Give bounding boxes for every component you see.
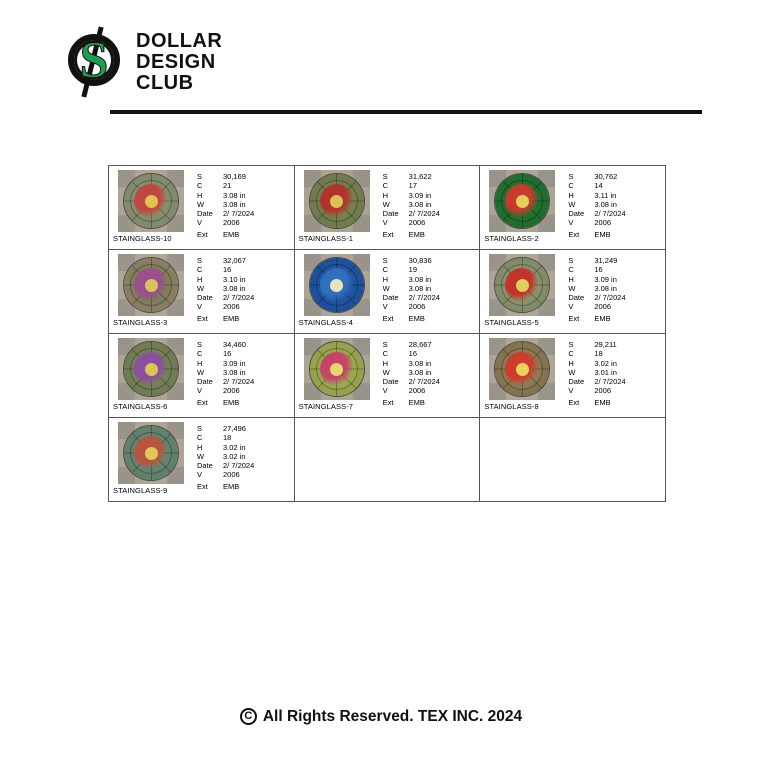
spec-key-width: W (382, 199, 390, 209)
spec-key-date: Date (568, 209, 585, 219)
spec-value-stitches: 28,667 (408, 340, 432, 349)
spec-row-stitches (568, 256, 665, 265)
spec-value-extension: EMB (223, 481, 240, 491)
spec-key-extension: Ext (197, 313, 208, 323)
header-divider (110, 110, 702, 114)
spec-value-width: 3.02 in (223, 451, 246, 461)
spec-value-colors: 16 (594, 265, 603, 275)
spec-value-width: 3.08 in (594, 199, 617, 209)
spec-row-colors (383, 181, 480, 190)
spec-key-height: H (568, 190, 574, 200)
spec-key-width: W (197, 451, 205, 461)
spec-value-width: 3.08 in (223, 367, 246, 377)
stained-glass-medallion (123, 341, 179, 397)
design-name-label: STAINGLASS-1 (298, 234, 354, 243)
spec-row-height (197, 191, 294, 200)
catalog-cell[interactable] (109, 166, 295, 250)
spec-value-width: 3.01 in (594, 367, 617, 377)
spec-key-version: V (197, 218, 203, 228)
design-thumbnail[interactable] (489, 254, 555, 316)
design-thumbnail-column (111, 252, 193, 333)
design-thumbnail-column (482, 252, 564, 333)
copyright-icon: C (240, 708, 257, 725)
spec-row-version (383, 302, 480, 311)
spec-row-extension (383, 398, 480, 407)
catalog-row (109, 418, 666, 502)
spec-key-stitches: S (197, 256, 203, 265)
spec-key-date: Date (568, 377, 585, 387)
spec-row-date (568, 293, 665, 302)
spec-key-height: H (568, 358, 574, 368)
spec-row-stitches (383, 340, 480, 349)
spec-value-width: 3.08 in (223, 199, 246, 209)
design-thumbnail[interactable] (489, 170, 555, 232)
spec-key-version: V (382, 218, 388, 228)
design-name-label: STAINGLASS-3 (113, 318, 168, 327)
spec-row-height (383, 359, 480, 368)
design-spec-list (193, 252, 294, 333)
spec-key-date: Date (197, 293, 213, 303)
spec-row-extension (568, 398, 665, 407)
spec-key-colors: C (568, 349, 574, 359)
spec-row-width (197, 200, 294, 209)
catalog-cell[interactable] (295, 250, 481, 334)
design-thumbnail-column (111, 168, 193, 249)
design-spec-list (193, 420, 294, 501)
spec-value-colors: 14 (594, 181, 603, 191)
brand-logo (62, 28, 702, 94)
spec-value-stitches: 30,762 (594, 172, 618, 181)
spec-key-stitches: S (197, 172, 203, 181)
spec-value-colors: 16 (408, 349, 418, 359)
spec-value-date: 2/ 7/2024 (223, 461, 255, 471)
spec-row-extension (383, 314, 480, 323)
design-spec-list (564, 336, 665, 417)
spec-value-date: 2/ 7/2024 (223, 209, 255, 219)
dollar-sign-logo-icon (62, 28, 126, 94)
spec-row-height (197, 359, 294, 368)
catalog-cell[interactable] (480, 334, 666, 418)
design-thumbnail-column (111, 336, 193, 417)
spec-value-width: 3.08 in (408, 367, 432, 377)
spec-key-date: Date (382, 293, 399, 303)
design-spec-list (193, 336, 294, 417)
spec-value-version: 2006 (594, 218, 612, 228)
spec-key-version: V (382, 386, 388, 396)
spec-value-height: 3.02 in (594, 358, 617, 368)
stained-glass-medallion (494, 257, 550, 313)
spec-key-colors: C (197, 433, 203, 443)
design-thumbnail-column (297, 252, 379, 333)
spec-value-width: 3.08 in (408, 283, 432, 293)
spec-value-width: 3.08 in (408, 199, 432, 209)
spec-value-colors: 18 (594, 349, 603, 359)
spec-value-version: 2006 (223, 470, 240, 480)
spec-row-width (197, 368, 294, 377)
spec-key-colors: C (197, 265, 203, 275)
spec-row-height (568, 191, 665, 200)
design-thumbnail[interactable] (304, 338, 370, 400)
spec-value-height: 3.02 in (223, 442, 246, 452)
spec-value-height: 3.09 in (408, 190, 432, 200)
catalog-cell[interactable] (480, 250, 666, 334)
catalog-cell[interactable] (109, 418, 295, 502)
spec-row-version (383, 218, 480, 227)
stained-glass-medallion (309, 257, 365, 313)
spec-row-colors (197, 433, 294, 442)
spec-row-date (383, 209, 480, 218)
spec-value-width: 3.08 in (594, 283, 617, 293)
brand-line-1: DOLLAR (136, 29, 223, 52)
design-thumbnail-column (482, 336, 564, 417)
spec-key-date: Date (568, 293, 585, 303)
design-thumbnail[interactable] (304, 254, 370, 316)
spec-row-extension (197, 230, 294, 239)
design-spec-list (379, 168, 480, 249)
spec-key-version: V (197, 302, 203, 312)
spec-value-extension: EMB (594, 397, 611, 407)
spec-key-stitches: S (568, 340, 574, 349)
catalog-cell[interactable] (109, 334, 295, 418)
design-thumbnail-column (297, 168, 379, 249)
spec-key-colors: C (197, 181, 203, 191)
spec-key-stitches: S (382, 340, 388, 349)
spec-row-extension (383, 230, 480, 239)
spec-value-extension: EMB (594, 229, 611, 239)
spec-key-width: W (197, 199, 205, 209)
spec-row-extension (197, 314, 294, 323)
spec-value-version: 2006 (594, 386, 612, 396)
spec-value-colors: 21 (223, 181, 232, 191)
spec-value-colors: 18 (223, 433, 232, 443)
spec-row-extension (197, 398, 294, 407)
stained-glass-medallion (123, 173, 179, 229)
spec-key-height: H (197, 358, 203, 368)
spec-value-version: 2006 (594, 302, 612, 312)
spec-key-date: Date (382, 209, 399, 219)
spec-key-version: V (197, 470, 203, 480)
catalog-cell[interactable] (109, 250, 295, 334)
spec-key-colors: C (197, 349, 203, 359)
spec-row-stitches (383, 256, 480, 265)
spec-row-colors (197, 181, 294, 190)
design-thumbnail-column (482, 168, 564, 249)
spec-value-colors: 19 (408, 265, 418, 275)
spec-row-colors (197, 265, 294, 274)
spec-row-colors (568, 181, 665, 190)
catalog-cell[interactable] (480, 166, 666, 250)
spec-row-stitches (197, 340, 294, 349)
spec-key-width: W (568, 283, 576, 293)
spec-row-width (568, 368, 665, 377)
design-name-label: STAINGLASS-6 (113, 402, 168, 411)
spec-key-width: W (382, 283, 390, 293)
spec-value-extension: EMB (223, 313, 240, 323)
spec-value-stitches: 31,249 (594, 256, 618, 265)
design-name-label: STAINGLASS-8 (484, 402, 539, 411)
spec-value-version: 2006 (223, 218, 240, 228)
spec-key-colors: C (568, 181, 574, 191)
spec-row-version (568, 302, 665, 311)
spec-value-version: 2006 (408, 218, 426, 228)
spec-value-version: 2006 (223, 386, 240, 396)
catalog-row (109, 334, 666, 418)
logo-s-glyph: S (79, 32, 109, 89)
design-name-label: STAINGLASS-9 (113, 486, 168, 495)
spec-key-height: H (382, 190, 389, 200)
spec-key-width: W (197, 367, 205, 377)
spec-value-date: 2/ 7/2024 (594, 293, 626, 303)
spec-key-stitches: S (382, 256, 388, 265)
spec-row-height (568, 275, 665, 284)
spec-row-stitches (197, 256, 294, 265)
spec-value-version: 2006 (223, 302, 240, 312)
spec-value-extension: EMB (408, 397, 425, 407)
stained-glass-medallion (309, 173, 365, 229)
spec-row-colors (197, 349, 294, 358)
design-thumbnail[interactable] (118, 254, 184, 316)
spec-value-stitches: 32,067 (223, 256, 246, 265)
spec-key-stitches: S (382, 172, 388, 181)
page-header (62, 28, 702, 118)
design-name-label: STAINGLASS-10 (113, 234, 172, 243)
spec-row-height (383, 191, 480, 200)
spec-row-stitches (197, 424, 294, 433)
spec-key-date: Date (382, 377, 399, 387)
design-spec-list (193, 168, 294, 249)
spec-row-width (568, 284, 665, 293)
spec-value-height: 3.08 in (408, 274, 432, 284)
spec-key-width: W (197, 283, 205, 293)
spec-key-extension: Ext (197, 397, 208, 407)
spec-row-date (568, 377, 665, 386)
brand-line-2: DESIGN (136, 50, 216, 73)
spec-row-width (383, 368, 480, 377)
spec-key-version: V (568, 386, 574, 396)
spec-key-extension: Ext (568, 229, 580, 239)
stained-glass-medallion (494, 341, 550, 397)
page-footer (0, 706, 762, 726)
spec-row-extension (197, 482, 294, 491)
spec-row-version (197, 470, 294, 479)
spec-row-version (383, 386, 480, 395)
spec-row-height (568, 359, 665, 368)
spec-key-extension: Ext (197, 481, 208, 491)
catalog-cell-empty (295, 418, 481, 502)
spec-value-stitches: 30,169 (223, 172, 246, 181)
design-spec-list (379, 252, 480, 333)
footer-text: All Rights Reserved. TEX INC. 2024 (262, 707, 523, 725)
spec-value-extension: EMB (594, 313, 611, 323)
spec-value-stitches: 34,460 (223, 340, 246, 349)
spec-row-date (197, 209, 294, 218)
spec-row-colors (568, 349, 665, 358)
spec-key-height: H (382, 358, 389, 368)
design-spec-list (564, 168, 665, 249)
spec-value-height: 3.08 in (408, 358, 432, 368)
spec-row-date (383, 377, 480, 386)
design-spec-list (379, 336, 480, 417)
design-thumbnail[interactable] (304, 170, 370, 232)
spec-key-colors: C (382, 265, 389, 275)
spec-value-height: 3.09 in (223, 358, 246, 368)
design-spec-list (564, 252, 665, 333)
spec-value-date: 2/ 7/2024 (594, 209, 626, 219)
spec-row-stitches (197, 172, 294, 181)
design-name-label: STAINGLASS-2 (484, 234, 539, 243)
spec-row-colors (568, 265, 665, 274)
spec-row-extension (568, 314, 665, 323)
spec-value-date: 2/ 7/2024 (223, 293, 255, 303)
spec-value-date: 2/ 7/2024 (408, 377, 440, 387)
spec-key-date: Date (197, 461, 213, 471)
spec-row-stitches (568, 340, 665, 349)
spec-key-extension: Ext (382, 397, 394, 407)
spec-value-stitches: 29,211 (594, 340, 617, 349)
design-name-label: STAINGLASS-5 (484, 318, 539, 327)
spec-value-version: 2006 (408, 302, 426, 312)
catalog-row (109, 250, 666, 334)
spec-key-version: V (197, 386, 203, 396)
brand-wordmark (136, 29, 222, 94)
spec-value-height: 3.10 in (223, 274, 246, 284)
spec-value-extension: EMB (223, 397, 240, 407)
spec-key-date: Date (197, 377, 213, 387)
spec-row-width (197, 284, 294, 293)
spec-value-extension: EMB (223, 229, 240, 239)
design-name-label: STAINGLASS-7 (298, 402, 354, 411)
spec-row-version (197, 386, 294, 395)
spec-value-height: 3.09 in (594, 274, 617, 284)
catalog-cell[interactable] (295, 334, 481, 418)
stained-glass-medallion (494, 173, 550, 229)
spec-key-height: H (382, 274, 389, 284)
stained-glass-medallion (123, 257, 179, 313)
spec-key-height: H (568, 274, 574, 284)
spec-value-date: 2/ 7/2024 (408, 293, 440, 303)
stained-glass-medallion (123, 425, 179, 481)
spec-row-date (383, 293, 480, 302)
catalog-row (109, 166, 666, 250)
spec-key-width: W (382, 367, 390, 377)
spec-key-stitches: S (197, 424, 203, 433)
design-thumbnail[interactable] (118, 422, 184, 484)
design-thumbnail[interactable] (118, 338, 184, 400)
spec-value-colors: 16 (223, 265, 232, 275)
spec-key-height: H (197, 274, 203, 284)
spec-key-version: V (382, 302, 388, 312)
design-catalog-grid (108, 165, 666, 502)
spec-row-width (383, 200, 480, 209)
spec-value-colors: 16 (223, 349, 232, 359)
spec-key-stitches: S (568, 256, 574, 265)
design-thumbnail-column (297, 336, 379, 417)
design-thumbnail-column (111, 420, 193, 501)
catalog-cell-empty (480, 418, 666, 502)
design-name-label: STAINGLASS-4 (298, 318, 354, 327)
spec-value-date: 2/ 7/2024 (223, 377, 255, 387)
spec-key-colors: C (382, 181, 389, 191)
spec-row-version (197, 302, 294, 311)
catalog-cell[interactable] (295, 166, 481, 250)
spec-value-height: 3.11 in (594, 190, 617, 200)
spec-row-version (568, 218, 665, 227)
spec-key-version: V (568, 218, 574, 228)
spec-key-width: W (568, 367, 576, 377)
spec-row-date (197, 293, 294, 302)
spec-row-width (568, 200, 665, 209)
spec-value-height: 3.08 in (223, 190, 246, 200)
spec-key-colors: C (568, 265, 574, 275)
spec-row-width (197, 452, 294, 461)
spec-value-extension: EMB (408, 229, 425, 239)
spec-key-width: W (568, 199, 576, 209)
spec-value-stitches: 31,622 (408, 172, 432, 181)
spec-value-version: 2006 (408, 386, 426, 396)
design-thumbnail[interactable] (118, 170, 184, 232)
spec-value-date: 2/ 7/2024 (408, 209, 440, 219)
spec-row-version (568, 386, 665, 395)
spec-key-extension: Ext (382, 313, 394, 323)
spec-value-colors: 17 (408, 181, 418, 191)
spec-row-date (197, 377, 294, 386)
spec-key-height: H (197, 442, 203, 452)
stained-glass-medallion (309, 341, 365, 397)
spec-value-stitches: 30,836 (408, 256, 432, 265)
spec-key-extension: Ext (568, 397, 580, 407)
spec-key-stitches: S (568, 172, 574, 181)
spec-value-stitches: 27,496 (223, 424, 246, 433)
spec-row-version (197, 218, 294, 227)
spec-value-width: 3.08 in (223, 283, 246, 293)
spec-row-width (383, 284, 480, 293)
spec-key-height: H (197, 190, 203, 200)
spec-row-stitches (383, 172, 480, 181)
spec-key-date: Date (197, 209, 213, 219)
spec-row-extension (568, 230, 665, 239)
spec-key-extension: Ext (568, 313, 580, 323)
spec-row-stitches (568, 172, 665, 181)
spec-row-date (568, 209, 665, 218)
spec-row-colors (383, 349, 480, 358)
spec-key-version: V (568, 302, 574, 312)
spec-key-stitches: S (197, 340, 203, 349)
spec-key-extension: Ext (382, 229, 394, 239)
spec-key-extension: Ext (197, 229, 208, 239)
spec-row-colors (383, 265, 480, 274)
spec-key-colors: C (382, 349, 389, 359)
design-thumbnail[interactable] (489, 338, 555, 400)
spec-row-height (197, 443, 294, 452)
spec-row-date (197, 461, 294, 470)
spec-value-date: 2/ 7/2024 (594, 377, 626, 387)
spec-row-height (383, 275, 480, 284)
spec-row-height (197, 275, 294, 284)
spec-value-extension: EMB (408, 313, 425, 323)
brand-line-3: CLUB (136, 71, 194, 94)
